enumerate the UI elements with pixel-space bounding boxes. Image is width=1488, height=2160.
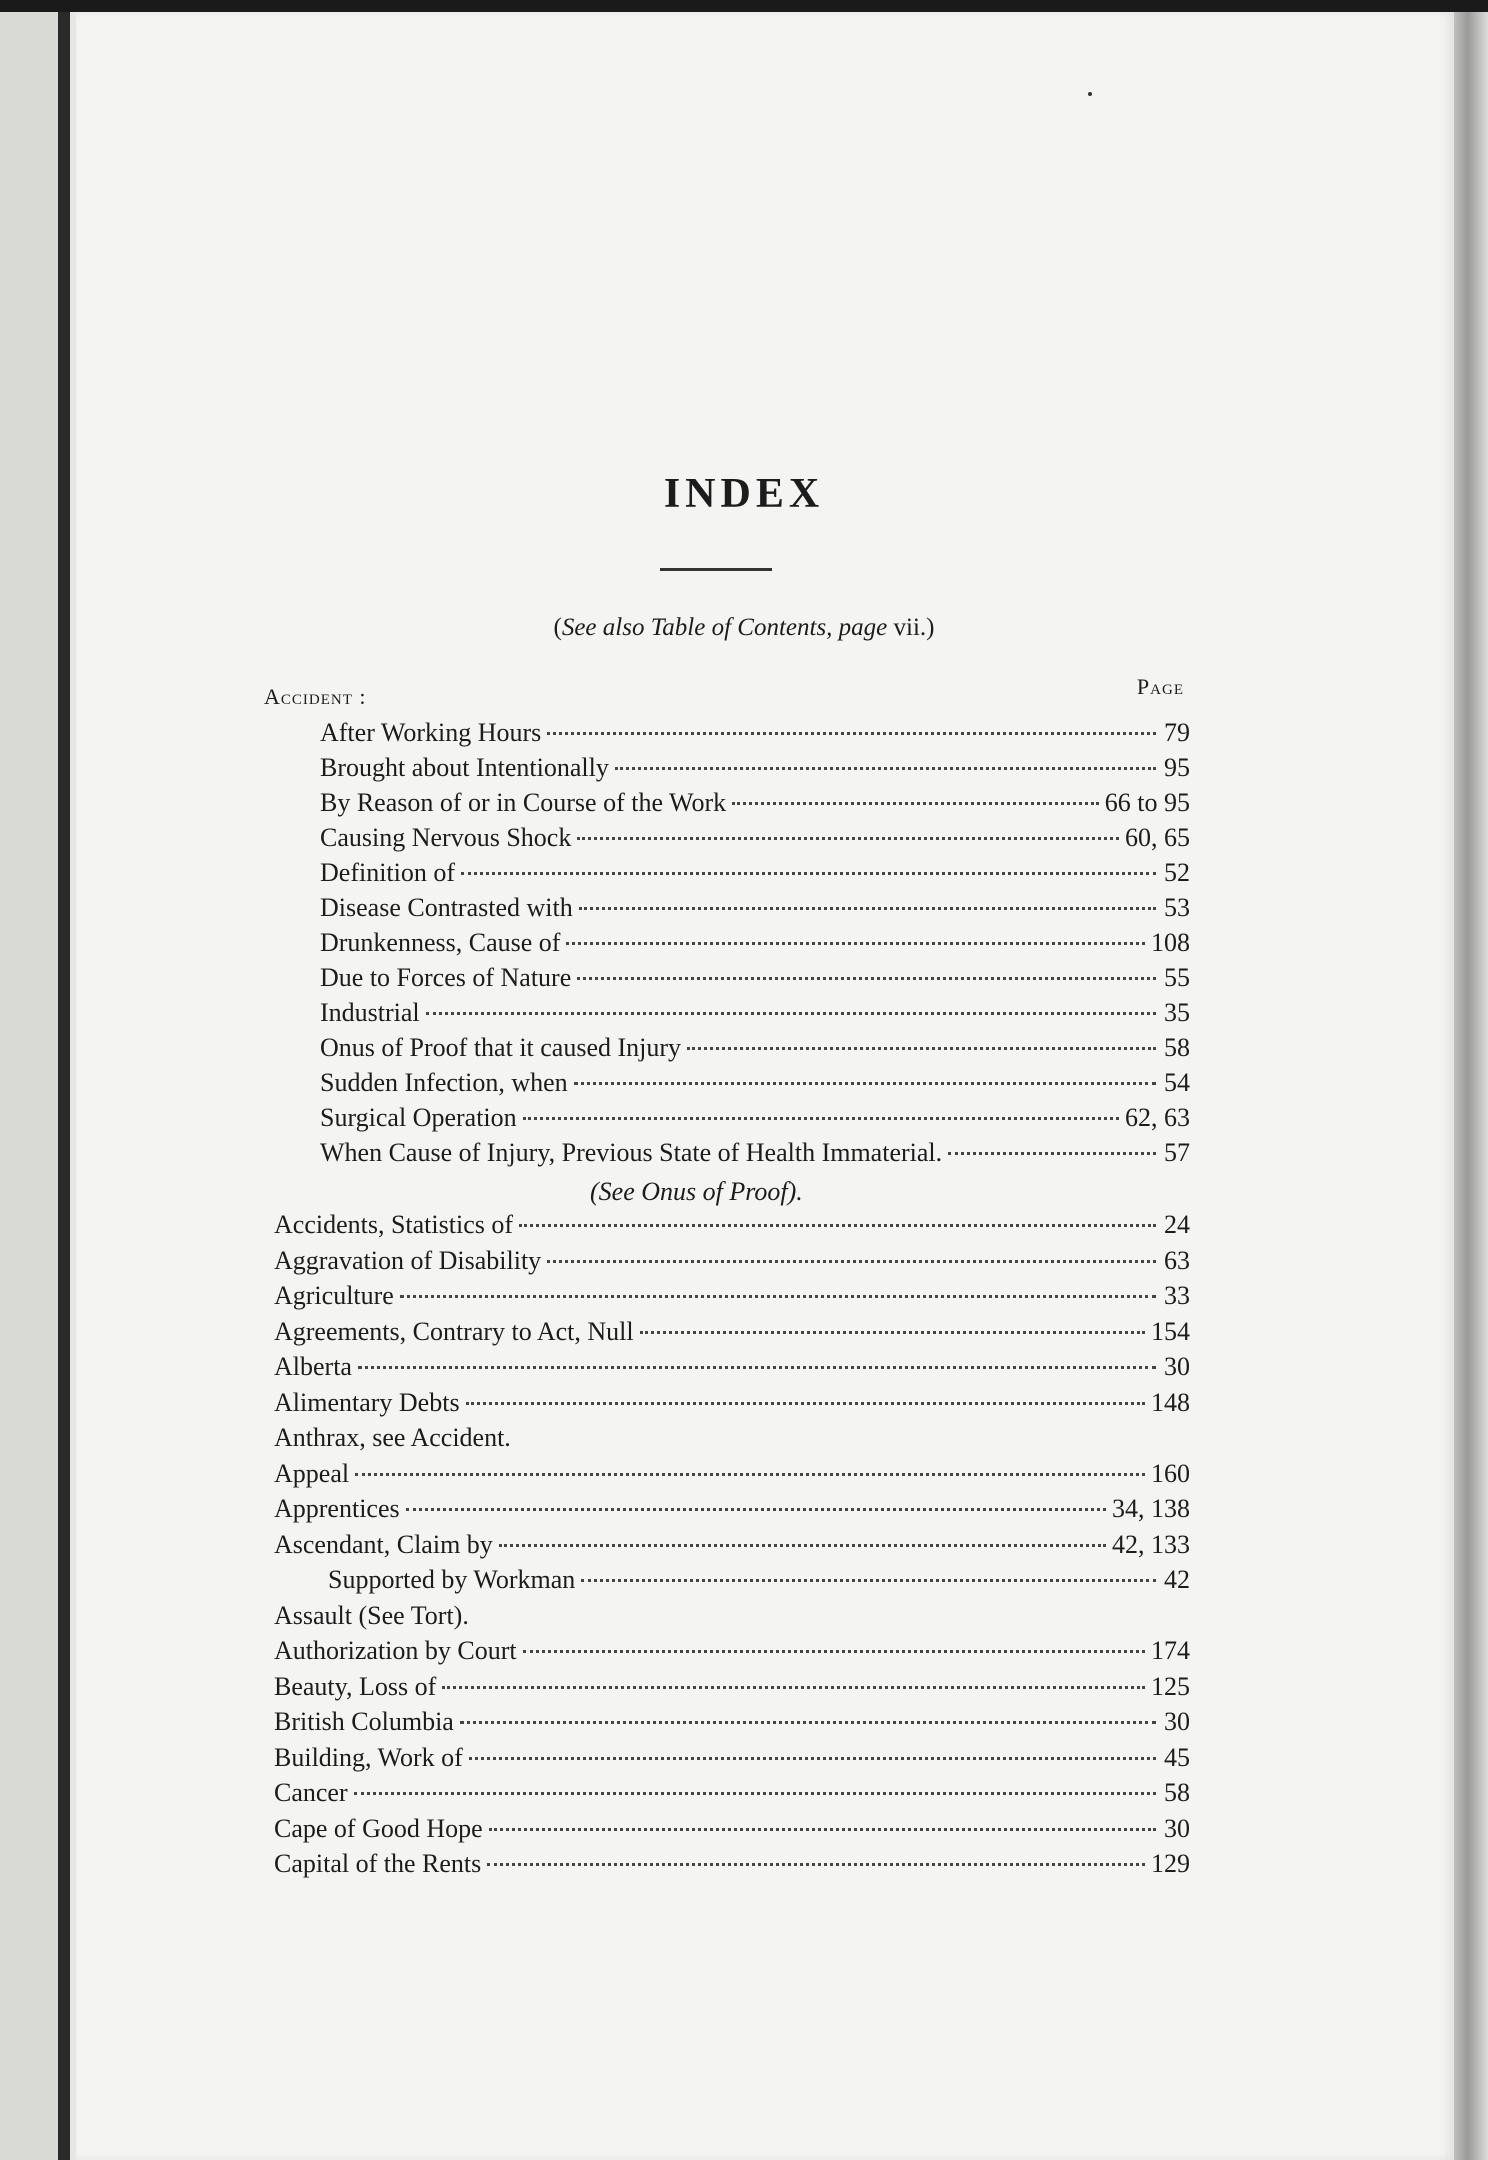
index-entry bbox=[320, 788, 1190, 822]
subtitle-see-also: See also Table of Contents, page bbox=[561, 614, 888, 641]
index-entry bbox=[274, 1459, 1190, 1493]
entry-label: Alberta bbox=[274, 1352, 352, 1381]
dot-leader bbox=[732, 801, 1099, 805]
subtitle-page-ref: vii.) bbox=[887, 614, 935, 641]
index-entry bbox=[320, 893, 1190, 927]
dot-leader bbox=[400, 1294, 1156, 1298]
index-entry bbox=[274, 1494, 1190, 1528]
dot-leader bbox=[948, 1151, 1156, 1155]
entry-label: Agreements, Contrary to Act, Null bbox=[274, 1317, 634, 1346]
entry-page-number: 57 bbox=[1164, 1138, 1190, 1167]
index-entry bbox=[274, 1352, 1190, 1386]
dot-leader bbox=[406, 1507, 1106, 1511]
dot-leader bbox=[577, 976, 1156, 980]
entry-page-number: 58 bbox=[1164, 1033, 1190, 1062]
dot-leader bbox=[519, 1223, 1156, 1227]
index-entry bbox=[320, 998, 1190, 1032]
dot-leader bbox=[523, 1649, 1145, 1653]
index-entry bbox=[320, 1033, 1190, 1067]
entry-label: Apprentices bbox=[274, 1494, 400, 1523]
scan-margin bbox=[0, 0, 66, 2160]
index-entry bbox=[274, 1281, 1190, 1315]
entry-page-number: 30 bbox=[1164, 1707, 1190, 1736]
entry-label: Surgical Operation bbox=[320, 1103, 517, 1132]
entry-label: Aggravation of Disability bbox=[274, 1246, 542, 1275]
dot-leader bbox=[547, 731, 1156, 735]
accident-cross-reference: (See Onus of Proof). bbox=[590, 1177, 803, 1206]
entry-label: Authorization by Court bbox=[274, 1636, 517, 1665]
title-rule bbox=[660, 568, 772, 571]
entry-page-number: 58 bbox=[1164, 1778, 1190, 1807]
dot-leader bbox=[487, 1862, 1145, 1866]
entry-label: Disease Contrasted with bbox=[320, 893, 573, 922]
dot-leader bbox=[460, 1720, 1156, 1724]
entry-page-number: 30 bbox=[1164, 1352, 1190, 1381]
dot-leader bbox=[615, 766, 1156, 770]
entry-label: Assault (See Tort). bbox=[274, 1601, 469, 1630]
entry-label: Due to Forces of Nature bbox=[320, 963, 572, 992]
entry-page-number: 160 bbox=[1151, 1459, 1190, 1488]
entry-page-number: 79 bbox=[1164, 718, 1190, 747]
dot-leader bbox=[687, 1046, 1156, 1050]
index-entry bbox=[274, 1210, 1190, 1244]
entry-label: Brought about Intentionally bbox=[320, 753, 609, 782]
entry-label: British Columbia bbox=[274, 1707, 454, 1736]
entry-page-number: 42 bbox=[1164, 1565, 1190, 1594]
dot-leader bbox=[442, 1685, 1145, 1689]
subtitle-open: ( bbox=[553, 614, 562, 641]
dot-leader bbox=[640, 1330, 1145, 1334]
entry-label: Beauty, Loss of bbox=[274, 1672, 437, 1701]
index-entry bbox=[274, 1317, 1190, 1351]
entry-page-number: 174 bbox=[1151, 1636, 1190, 1665]
index-entry bbox=[274, 1778, 1190, 1812]
entry-page-number: 60, 65 bbox=[1125, 823, 1190, 852]
paper-speck bbox=[1088, 92, 1092, 96]
entry-page-number: 108 bbox=[1151, 928, 1190, 957]
index-entry bbox=[320, 1103, 1190, 1137]
index-header bbox=[264, 670, 1184, 710]
entry-page-number: 125 bbox=[1151, 1672, 1190, 1701]
dot-leader bbox=[579, 906, 1156, 910]
entry-page-number: 34, 138 bbox=[1112, 1494, 1190, 1523]
entry-page-number: 154 bbox=[1151, 1317, 1190, 1346]
entry-label: Agriculture bbox=[274, 1281, 394, 1310]
entry-label: Building, Work of bbox=[274, 1743, 463, 1772]
entry-page-number: 53 bbox=[1164, 893, 1190, 922]
index-entry bbox=[320, 963, 1190, 997]
entry-page-number: 54 bbox=[1164, 1068, 1190, 1097]
index-entry bbox=[274, 1246, 1190, 1280]
scan-top-border bbox=[0, 0, 1488, 12]
index-entry bbox=[274, 1636, 1190, 1670]
entry-label: Anthrax, see Accident. bbox=[274, 1423, 511, 1452]
entry-page-number: 30 bbox=[1164, 1814, 1190, 1843]
dot-leader bbox=[354, 1791, 1156, 1795]
entry-page-number: 33 bbox=[1164, 1281, 1190, 1310]
index-entry bbox=[320, 823, 1190, 857]
index-entry bbox=[320, 858, 1190, 892]
entry-label: After Working Hours bbox=[320, 718, 542, 747]
index-entry bbox=[274, 1849, 1190, 1883]
entry-label: Industrial bbox=[320, 998, 420, 1027]
index-entry bbox=[328, 1565, 1190, 1599]
subtitle bbox=[0, 614, 1488, 642]
index-entry bbox=[274, 1814, 1190, 1848]
entry-label: Drunkenness, Cause of bbox=[320, 928, 561, 957]
index-entry bbox=[274, 1743, 1190, 1777]
entry-page-number: 35 bbox=[1164, 998, 1190, 1027]
entry-label: Ascendant, Claim by bbox=[274, 1530, 493, 1559]
page-edge bbox=[1454, 0, 1488, 2160]
section-heading: Accident : bbox=[264, 684, 367, 709]
entry-label: Causing Nervous Shock bbox=[320, 823, 572, 852]
entry-label: Cancer bbox=[274, 1778, 348, 1807]
index-entry bbox=[320, 718, 1190, 752]
entry-page-number: 62, 63 bbox=[1125, 1103, 1190, 1132]
entry-page-number: 95 bbox=[1164, 753, 1190, 782]
dot-leader bbox=[581, 1578, 1156, 1582]
index-entry bbox=[320, 928, 1190, 962]
entry-label: Capital of the Rents bbox=[274, 1849, 482, 1878]
entry-page-number: 55 bbox=[1164, 963, 1190, 992]
dot-leader bbox=[547, 1259, 1156, 1263]
entry-page-number: 24 bbox=[1164, 1210, 1190, 1239]
entry-page-number: 45 bbox=[1164, 1743, 1190, 1772]
entry-label: When Cause of Injury, Previous State of Health Immaterial. bbox=[320, 1138, 943, 1167]
index-entry bbox=[274, 1423, 1190, 1457]
entry-label: Appeal bbox=[274, 1459, 350, 1488]
dot-leader bbox=[523, 1116, 1119, 1120]
entry-label: By Reason of or in Course of the Work bbox=[320, 788, 727, 817]
entry-label: Definition of bbox=[320, 858, 456, 887]
entry-page-number: 63 bbox=[1164, 1246, 1190, 1275]
dot-leader bbox=[461, 871, 1156, 875]
index-entry bbox=[274, 1672, 1190, 1706]
dot-leader bbox=[566, 941, 1145, 945]
index-entry bbox=[274, 1388, 1190, 1422]
entry-page-number: 42, 133 bbox=[1112, 1530, 1190, 1559]
entry-page-number: 129 bbox=[1151, 1849, 1190, 1878]
index-entry bbox=[320, 753, 1190, 787]
dot-leader bbox=[355, 1472, 1145, 1476]
entry-label: Supported by Workman bbox=[328, 1565, 576, 1594]
entry-label: Cape of Good Hope bbox=[274, 1814, 483, 1843]
entry-label: Accidents, Statistics of bbox=[274, 1210, 514, 1239]
dot-leader bbox=[426, 1011, 1156, 1015]
index-entry bbox=[274, 1530, 1190, 1564]
entry-label: Alimentary Debts bbox=[274, 1388, 460, 1417]
index-entry bbox=[320, 1138, 1190, 1172]
entry-page-number: 148 bbox=[1151, 1388, 1190, 1417]
index-entry bbox=[274, 1601, 1190, 1635]
book-spine bbox=[58, 0, 70, 2160]
index-entry bbox=[320, 1068, 1190, 1102]
dot-leader bbox=[489, 1827, 1156, 1831]
page-title: INDEX bbox=[663, 471, 825, 517]
dot-leader bbox=[469, 1756, 1156, 1760]
dot-leader bbox=[499, 1543, 1106, 1547]
entry-page-number: 66 to 95 bbox=[1104, 788, 1190, 817]
entry-label: Onus of Proof that it caused Injury bbox=[320, 1033, 682, 1062]
entry-label: Sudden Infection, when bbox=[320, 1068, 568, 1097]
dot-leader bbox=[577, 836, 1119, 840]
dot-leader bbox=[466, 1401, 1145, 1405]
index-entry bbox=[274, 1707, 1190, 1741]
page-column-heading: Page bbox=[1136, 674, 1184, 699]
entry-page-number: 52 bbox=[1164, 858, 1190, 887]
dot-leader bbox=[358, 1365, 1156, 1369]
dot-leader bbox=[574, 1081, 1156, 1085]
